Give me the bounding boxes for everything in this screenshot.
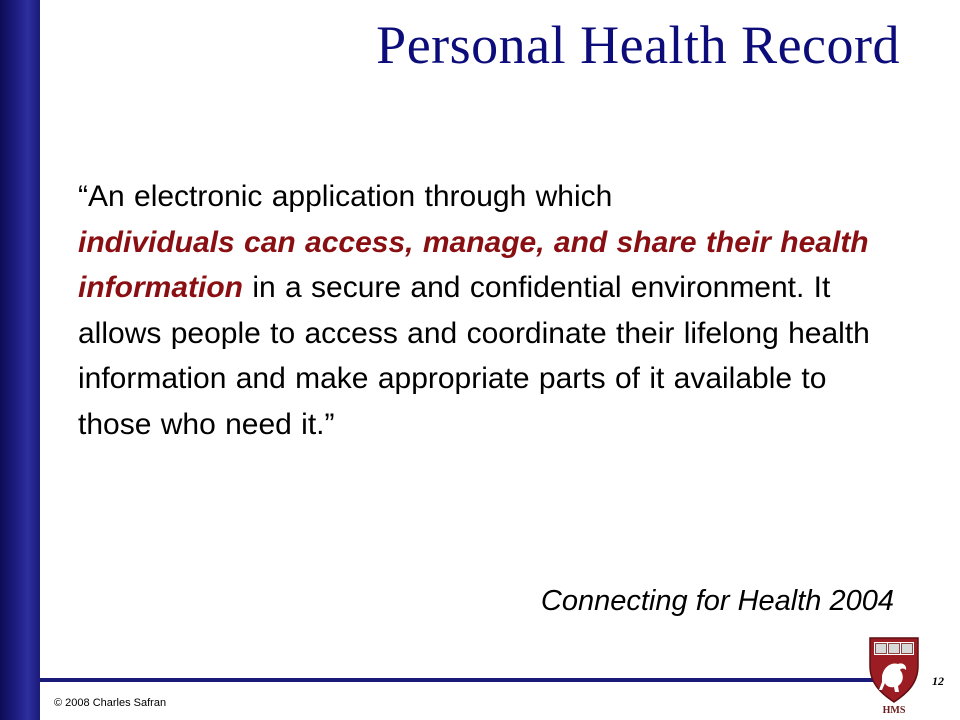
copyright-notice bbox=[54, 697, 166, 709]
quote-source: Connecting for Health 2004 bbox=[540, 585, 894, 617]
page-number: 12 bbox=[932, 674, 944, 688]
copyright-symbol: © bbox=[54, 697, 63, 709]
side-bar bbox=[0, 0, 40, 720]
quote-body: in a secure and confidential environment. It allows people to access and coordinate their lifelong health information and make appropriate parts of it available to those who need it.” bbox=[78, 271, 870, 441]
footer-rule bbox=[40, 678, 876, 682]
quote-intro: “An electronic application through which bbox=[78, 180, 613, 213]
hms-logo bbox=[864, 632, 924, 716]
definition-quote bbox=[78, 174, 878, 447]
slide-title: Personal Health Record bbox=[376, 15, 900, 75]
quote-emphasis: individuals can access, manage, and share their health information bbox=[78, 225, 869, 304]
hms-crest-icon bbox=[864, 632, 924, 706]
hms-logo-label: HMS bbox=[882, 705, 906, 716]
copyright-text: 2008 Charles Safran bbox=[65, 697, 167, 709]
